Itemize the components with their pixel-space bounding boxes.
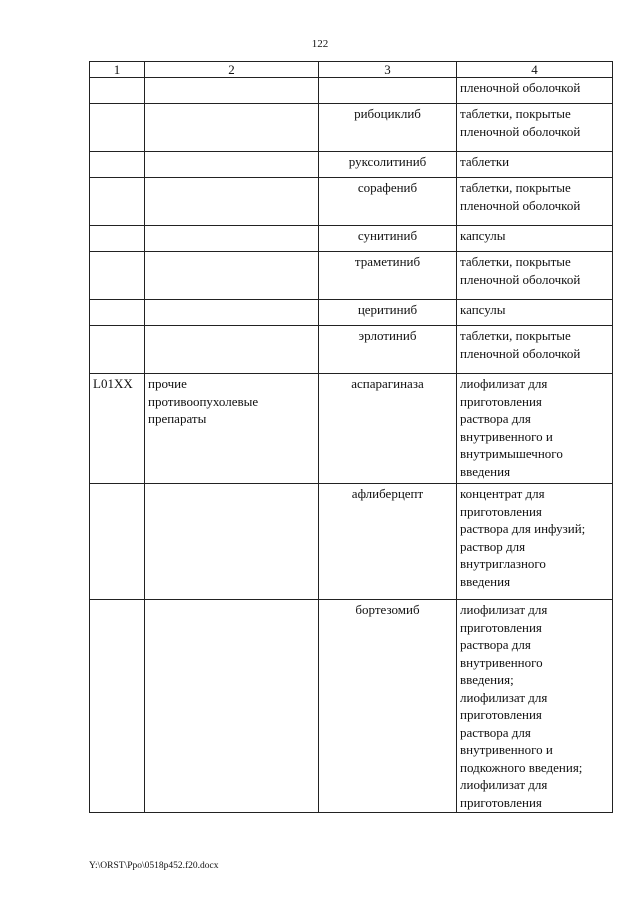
drug-name-cell: траметиниб xyxy=(319,252,457,300)
table-row xyxy=(90,326,613,374)
atc-code-cell xyxy=(90,326,145,374)
table-row xyxy=(90,484,613,600)
table-row xyxy=(90,226,613,252)
table-row xyxy=(90,78,613,104)
dosage-form-cell: таблетки, покрытые пленочной оболочкой xyxy=(457,326,613,374)
group-description-cell xyxy=(145,326,319,374)
group-description-cell xyxy=(145,484,319,600)
atc-code-cell xyxy=(90,104,145,152)
table-row xyxy=(90,152,613,178)
atc-code-cell: L01XX xyxy=(90,374,145,484)
column-header-2: 2 xyxy=(145,62,319,78)
drug-name-cell: эрлотиниб xyxy=(319,326,457,374)
table-row xyxy=(90,300,613,326)
table-row xyxy=(90,252,613,300)
group-description-cell xyxy=(145,152,319,178)
dosage-form-cell: концентрат для приготовления раствора для инфузий; раствор для внутриглазного введения xyxy=(457,484,613,600)
table-row xyxy=(90,178,613,226)
group-description-cell xyxy=(145,178,319,226)
column-header-3: 3 xyxy=(319,62,457,78)
dosage-form-cell: таблетки, покрытые пленочной оболочкой xyxy=(457,104,613,152)
drug-name-cell: сорафениб xyxy=(319,178,457,226)
atc-code-cell xyxy=(90,152,145,178)
drug-name-cell: руксолитиниб xyxy=(319,152,457,178)
table-header-row xyxy=(90,62,613,78)
drug-name-cell: аспарагиназа xyxy=(319,374,457,484)
table-row xyxy=(90,600,613,813)
table-row xyxy=(90,374,613,484)
atc-code-cell xyxy=(90,300,145,326)
column-header-4: 4 xyxy=(457,62,613,78)
drug-name-cell: рибоциклиб xyxy=(319,104,457,152)
dosage-form-cell: пленочной оболочкой xyxy=(457,78,613,104)
dosage-form-cell: лиофилизат для приготовления раствора для внутривенного и внутримышечного введения xyxy=(457,374,613,484)
column-header-1: 1 xyxy=(90,62,145,78)
table-body xyxy=(90,62,613,813)
atc-code-cell xyxy=(90,226,145,252)
atc-code-cell xyxy=(90,178,145,226)
atc-code-cell xyxy=(90,484,145,600)
group-description-cell xyxy=(145,78,319,104)
dosage-form-cell: капсулы xyxy=(457,300,613,326)
file-path-footer: Y:\ORST\Ppo\0518p452.f20.docx xyxy=(89,861,219,871)
group-description-cell xyxy=(145,300,319,326)
drug-name-cell: сунитиниб xyxy=(319,226,457,252)
dosage-form-cell: лиофилизат для приготовления раствора для внутривенного введения; лиофилизат для приготовления раствора для внутривенного и подкожного введения; лиофилизат для приготовления xyxy=(457,600,613,813)
dosage-form-cell: таблетки xyxy=(457,152,613,178)
dosage-form-cell: капсулы xyxy=(457,226,613,252)
group-description-cell: прочие противоопухолевые препараты xyxy=(145,374,319,484)
drug-table xyxy=(89,61,613,813)
group-description-cell xyxy=(145,104,319,152)
table-row xyxy=(90,104,613,152)
page-number: 122 xyxy=(311,38,329,50)
drug-name-cell: афлиберцепт xyxy=(319,484,457,600)
dosage-form-cell: таблетки, покрытые пленочной оболочкой xyxy=(457,252,613,300)
group-description-cell xyxy=(145,600,319,813)
drug-name-cell xyxy=(319,78,457,104)
dosage-form-cell: таблетки, покрытые пленочной оболочкой xyxy=(457,178,613,226)
drug-name-cell: церитиниб xyxy=(319,300,457,326)
atc-code-cell xyxy=(90,252,145,300)
group-description-cell xyxy=(145,252,319,300)
drug-name-cell: бортезомиб xyxy=(319,600,457,813)
atc-code-cell xyxy=(90,600,145,813)
group-description-cell xyxy=(145,226,319,252)
atc-code-cell xyxy=(90,78,145,104)
